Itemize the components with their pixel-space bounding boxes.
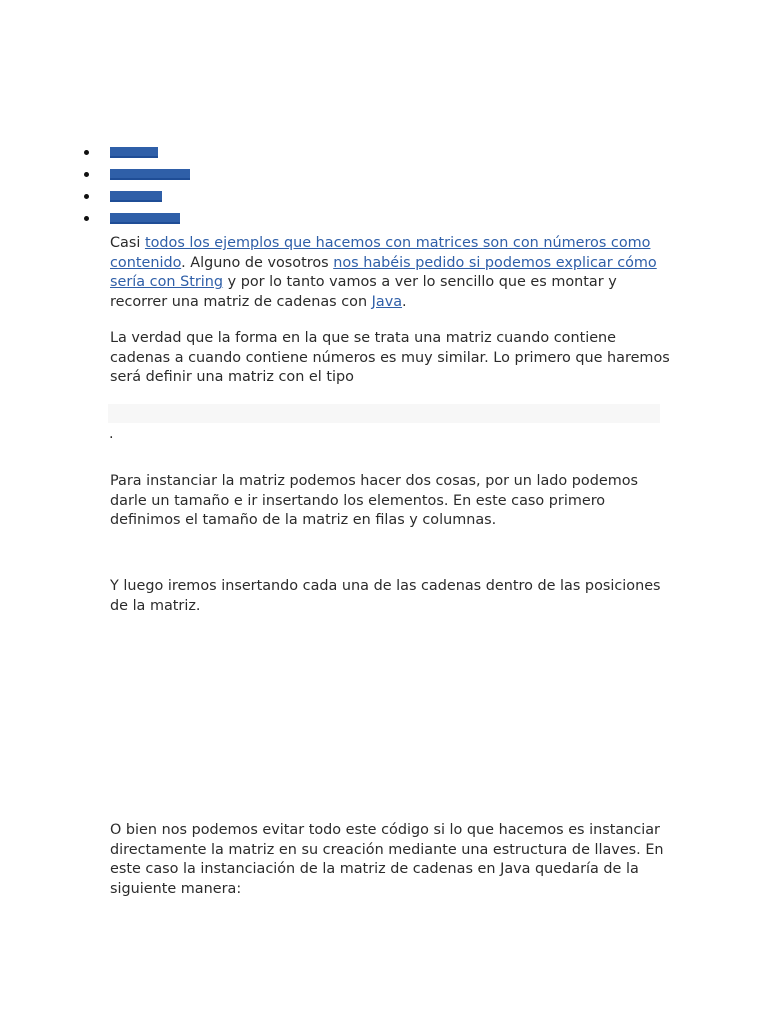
instantiation-paragraph: [110, 472, 670, 531]
bullet-icon: [84, 216, 89, 221]
code-block: [108, 404, 660, 423]
definition-paragraph: [110, 329, 670, 388]
bullet-icon: [84, 172, 89, 177]
bullet-icon: [84, 150, 89, 155]
period-text: .: [109, 426, 114, 442]
braces-text: O bien nos podemos evitar todo este código si lo que hacemos es instanciar directamente la matriz en su creación mediante una estructura de llaves. En este caso la instanciación de la matriz de cadenas en Java quedaría de la siguiente manera:: [110, 822, 664, 897]
examples-link[interactable]: todos los ejemplos que hacemos con matrices son con números como contenido: [110, 235, 651, 271]
nav-link-3[interactable]: [110, 191, 162, 202]
nav-link-4[interactable]: [110, 213, 180, 224]
intro-paragraph: [110, 234, 670, 312]
java-link[interactable]: Java: [371, 293, 403, 310]
intro-text-1: Casi: [110, 235, 145, 251]
insertion-text: Y luego iremos insertando cada una de las cadenas dentro de las posiciones de la matriz.: [110, 578, 661, 614]
bullet-icon: [84, 194, 89, 199]
insertion-paragraph: [110, 577, 670, 616]
definition-text: La verdad que la forma en la que se trata una matriz cuando contiene cadenas a cuando contiene números es muy similar. Lo primero que haremos será definir una matriz con el tipo: [110, 330, 670, 385]
intro-text-4: .: [402, 293, 407, 310]
intro-text-3: y por lo tanto vamos a ver lo sencillo que es montar y recorrer una matriz de cadenas con: [110, 274, 617, 310]
intro-text-2: . Alguno de vosotros: [181, 254, 334, 271]
string-request-link[interactable]: nos habéis pedido si podemos explicar cómo sería con String: [110, 254, 657, 290]
nav-link-2[interactable]: [110, 169, 190, 180]
instantiation-text: Para instanciar la matriz podemos hacer dos cosas, por un lado podemos darle un tamaño e ir insertando los elementos. En este caso primero definimos el tamaño de la matriz en filas y columnas.: [110, 473, 639, 528]
braces-paragraph: [110, 821, 670, 899]
nav-link-1[interactable]: [110, 147, 158, 158]
